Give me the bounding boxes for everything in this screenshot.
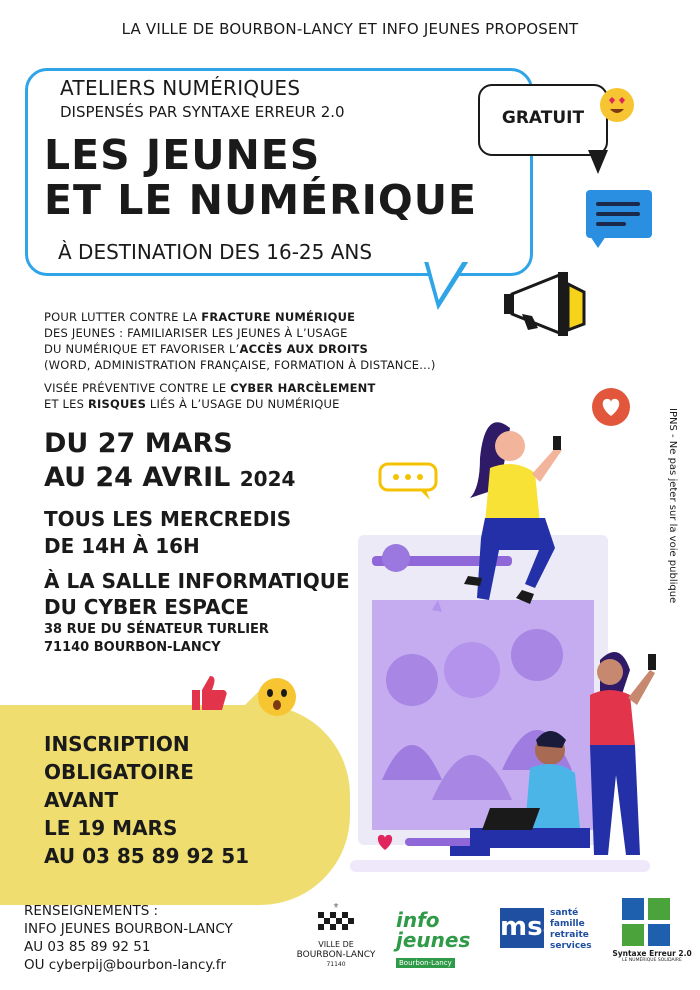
gratuit-badge: GRATUIT: [501, 108, 585, 128]
location-line-2: DU CYBER ESPACE: [44, 595, 249, 619]
side-note-wrap: [666, 408, 680, 628]
title-line-2: ET LE NUMÉRIQUE: [44, 176, 478, 224]
woman-selfie-illustration: [440, 408, 580, 622]
main-bubble-tail-inner: [422, 262, 463, 300]
ateliers-heading: ATELIERS NUMÉRIQUES: [60, 76, 301, 100]
schedule-hours: DE 14H À 16H: [44, 534, 200, 558]
surprised-emoji-icon: [256, 676, 298, 722]
typing-bubble-icon: [378, 462, 440, 506]
info-jeunes-logo: info jeunes Bourbon-Lancy: [396, 908, 471, 967]
svg-text:⚜: ⚜: [332, 902, 340, 910]
illustration-avatar-dot: [382, 544, 410, 572]
inscription-block: [44, 730, 249, 870]
gratuit-bubble-tail: [588, 150, 608, 174]
inscription-line-2: OBLIGATOIRE: [44, 760, 194, 784]
ipns-side-note: IPNS - Ne pas jeter sur la voie publique: [667, 408, 678, 604]
heart-icon: [591, 387, 631, 431]
thumbs-up-icon: [186, 670, 230, 718]
inscription-line-3: AVANT: [44, 788, 119, 812]
date-start: DU 27 MARS: [44, 428, 233, 459]
man-laptop-illustration: [450, 728, 610, 872]
address-city: 71140 BOURBON-LANCY: [44, 640, 221, 655]
target-audience: À DESTINATION DES 16-25 ANS: [58, 240, 373, 264]
address-street: 38 RUE DU SÉNATEUR TURLIER: [44, 622, 269, 637]
people-icon: [648, 898, 670, 920]
chat-message-icon: [586, 190, 652, 238]
heart-eyes-emoji-icon: [600, 88, 634, 122]
description-paragraph-1: POUR LUTTER CONTRE LA FRACTURE NUMÉRIQUE DES JEUNES : FAMILIARISER LES JEUNES À L’USAGE DU NUMÉRIQUE ET FAVORISER L’ACCÈS AUX DROITS (WORD, ADMINISTRATION FRANÇAISE, FORMATION À DISTANCE...): [44, 310, 436, 372]
title-line-1: LES JEUNES: [44, 131, 321, 179]
megaphone-icon: [492, 264, 592, 348]
chat-message-tail: [590, 236, 606, 248]
contact-org: INFO JEUNES BOURBON-LANCY: [24, 921, 233, 937]
inscription-phone: AU 03 85 89 92 51: [44, 844, 250, 868]
page-title: [44, 133, 477, 223]
msa-logo: msa santé famille retraite services: [500, 908, 592, 951]
contact-block: [24, 902, 233, 974]
dispenses-subheading: DISPENSÉS PAR SYNTAXE ERREUR 2.0: [60, 103, 345, 121]
top-banner: LA VILLE DE BOURBON-LANCY ET INFO JEUNES PROPOSENT: [121, 20, 579, 38]
inscription-line-1: INSCRIPTION: [44, 732, 190, 756]
network-icon: [622, 924, 644, 946]
computer-icon: [622, 898, 644, 920]
location-line-1: À LA SALLE INFORMATIQUE: [44, 569, 350, 593]
contact-phone: AU 03 85 89 92 51: [24, 939, 151, 955]
bourbon-lancy-logo: ⚜ VILLE DE BOURBON-LANCY 71140: [296, 902, 376, 968]
inscription-line-4: LE 19 MARS: [44, 816, 178, 840]
description-paragraph-2: VISÉE PRÉVENTIVE CONTRE LE CYBER HARCÈLEMENT ET LES RISQUES LIÉS À L’USAGE DU NUMÉRIQUE: [44, 381, 376, 411]
tools-icon: [648, 924, 670, 946]
syntaxe-erreur-logo: Syntaxe Erreur 2.0 LE NUMÉRIQUE SOLIDAIRE: [612, 898, 692, 964]
date-end: AU 24 AVRIL 2024: [44, 462, 296, 493]
like-heart-icon: [374, 832, 400, 852]
contact-email: OU cyberpij@bourbon-lancy.fr: [24, 957, 227, 973]
schedule-day: TOUS LES MERCREDIS: [44, 507, 292, 531]
contact-heading: RENSEIGNEMENTS :: [24, 903, 159, 919]
